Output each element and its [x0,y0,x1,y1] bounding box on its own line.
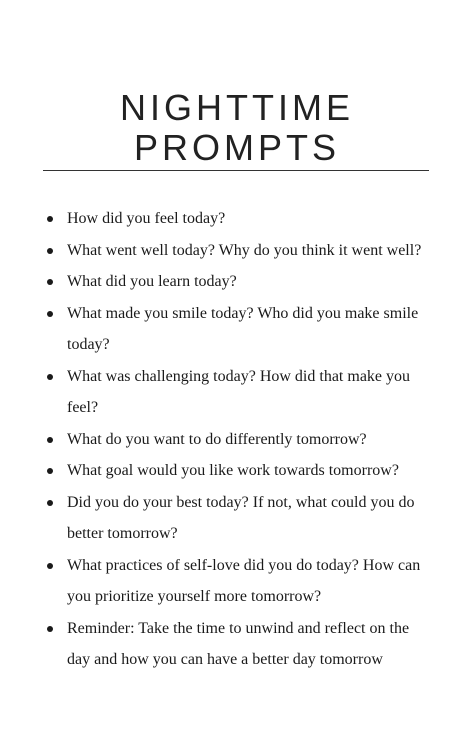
prompt-text: What made you smile today? Who did you make smile [67,304,419,322]
prompt-text-continued: today? [67,336,110,353]
bullet-icon [47,437,53,443]
title-divider [43,170,429,171]
bullet-icon [47,468,53,474]
prompt-text: What was challenging today? How did that make you [67,367,411,385]
prompt-text: What practices of self-love did you do today? How can [67,556,421,574]
prompt-text: Reminder: Take the time to unwind and reflect on the [67,619,410,637]
prompt-item [0,613,474,676]
prompt-item [0,455,474,487]
prompt-text-continued: feel? [67,399,99,416]
prompt-item [0,424,474,456]
prompt-text: Did you do your best today? If not, what could you do [67,493,415,511]
bullet-icon [47,626,53,632]
prompt-text-continued: you prioritize yourself more tomorrow? [67,588,322,605]
bullet-icon [47,311,53,317]
prompt-item [0,487,474,550]
prompt-item [0,203,474,235]
bullet-icon [47,374,53,380]
title-line-2: PROMPTS [133,127,340,168]
bullet-icon [47,216,53,222]
prompt-text-continued: day and how you can have a better day tomorrow [67,651,383,668]
prompt-text-continued: better tomorrow? [67,525,178,542]
prompt-item [0,361,474,424]
bullet-icon [47,279,53,285]
prompt-text: What did you learn today? [67,273,237,290]
prompt-item [0,235,474,267]
bullet-icon [47,563,53,569]
title-line-1: NIGHTTIME [120,87,354,128]
prompt-text: How did you feel today? [67,210,226,227]
prompt-item [0,266,474,298]
prompt-text: What do you want to do differently tomorrow? [67,430,367,448]
prompt-text: What goal would you like work towards tomorrow? [67,462,399,479]
prompt-text: What went well today? Why do you think it went well? [67,241,422,259]
prompt-item [0,550,474,613]
prompt-item [0,298,474,361]
bullet-icon [47,248,53,254]
bullet-icon [47,500,53,506]
prompt-list [0,203,474,676]
